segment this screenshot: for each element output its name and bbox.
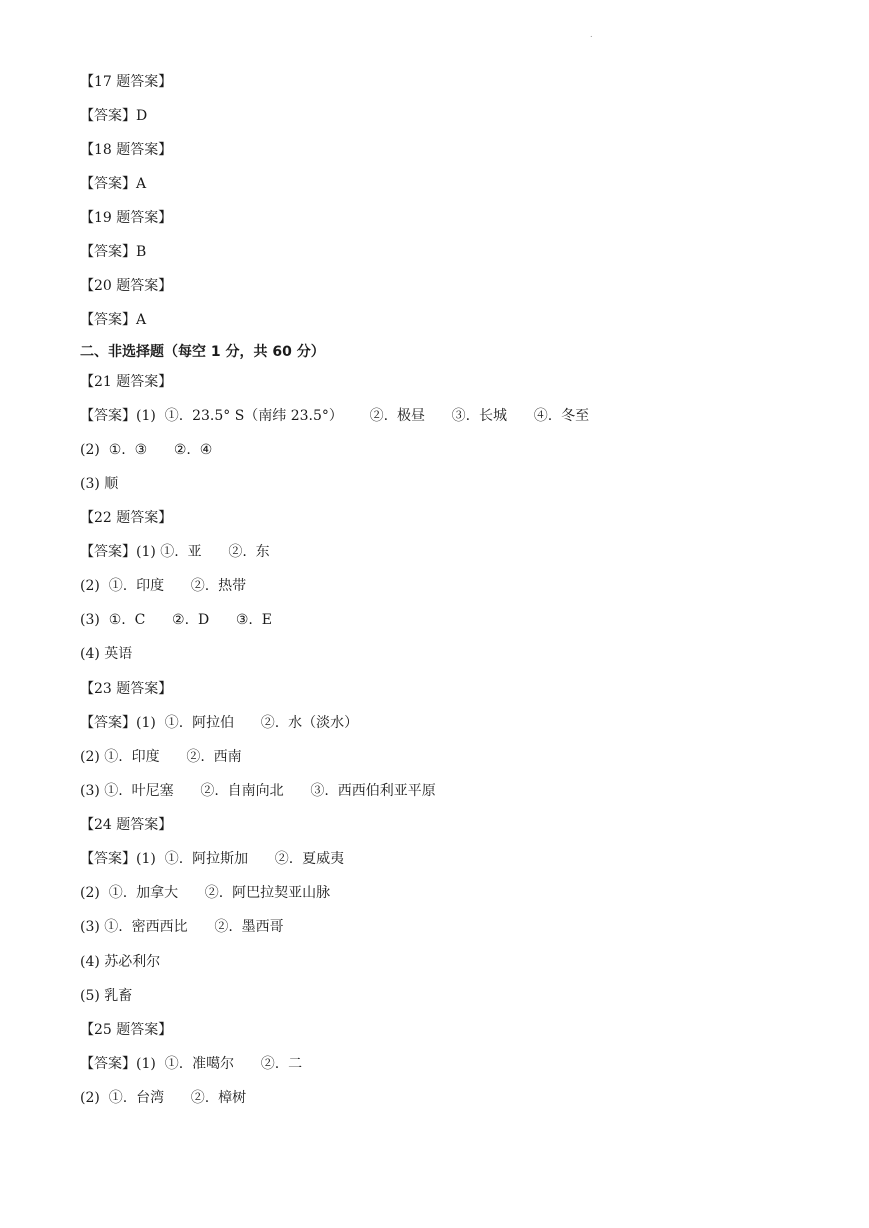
q23-answer-3: (3) ①. 叶尼塞 ②. 自南向北 ③. 西西伯利亚平原 [80, 783, 436, 799]
q21-answer-3: (3) 顺 [80, 476, 119, 492]
q24-heading: 【24 题答案】 [80, 817, 173, 833]
q19-heading: 【19 题答案】 [80, 210, 173, 226]
q18-heading: 【18 题答案】 [80, 142, 173, 158]
q17-heading: 【17 题答案】 [80, 74, 173, 90]
q24-answer-1: 【答案】(1) ①. 阿拉斯加 ②. 夏威夷 [80, 851, 345, 867]
q22-answer-1: 【答案】(1) ①. 亚 ②. 东 [80, 544, 270, 560]
q24-answer-3: (3) ①. 密西西比 ②. 墨西哥 [80, 919, 284, 935]
header-mark: . [590, 30, 593, 39]
q25-heading: 【25 题答案】 [80, 1022, 173, 1038]
q20-answer: 【答案】A [80, 312, 147, 328]
q21-answer-1: 【答案】(1) ①. 23.5° S（南纬 23.5°） ②. 极昼 ③. 长城 ④. 冬至 [80, 408, 590, 424]
q19-answer: 【答案】B [80, 244, 147, 260]
q18-answer: 【答案】A [80, 176, 147, 192]
q23-heading: 【23 题答案】 [80, 681, 173, 697]
q25-answer-2: (2) ①. 台湾 ②. 樟树 [80, 1090, 247, 1106]
q24-answer-4: (4) 苏必利尔 [80, 954, 161, 970]
q17-answer: 【答案】D [80, 108, 148, 124]
q22-answer-3: (3) ①. C ②. D ③. E [80, 612, 272, 628]
section-two-heading: 二、非选择题（每空 1 分，共 60 分） [80, 344, 325, 360]
q22-heading: 【22 题答案】 [80, 510, 173, 526]
q22-answer-2: (2) ①. 印度 ②. 热带 [80, 578, 247, 594]
q25-answer-1: 【答案】(1) ①. 准噶尔 ②. 二 [80, 1056, 303, 1072]
q24-answer-5: (5) 乳畜 [80, 988, 133, 1004]
q21-heading: 【21 题答案】 [80, 374, 173, 390]
q20-heading: 【20 题答案】 [80, 278, 173, 294]
q21-answer-2: (2) ①. ③ ②. ④ [80, 442, 213, 458]
q24-answer-2: (2) ①. 加拿大 ②. 阿巴拉契亚山脉 [80, 885, 331, 901]
q22-answer-4: (4) 英语 [80, 646, 133, 662]
q23-answer-2: (2) ①. 印度 ②. 西南 [80, 749, 242, 765]
q23-answer-1: 【答案】(1) ①. 阿拉伯 ②. 水（淡水） [80, 715, 359, 731]
